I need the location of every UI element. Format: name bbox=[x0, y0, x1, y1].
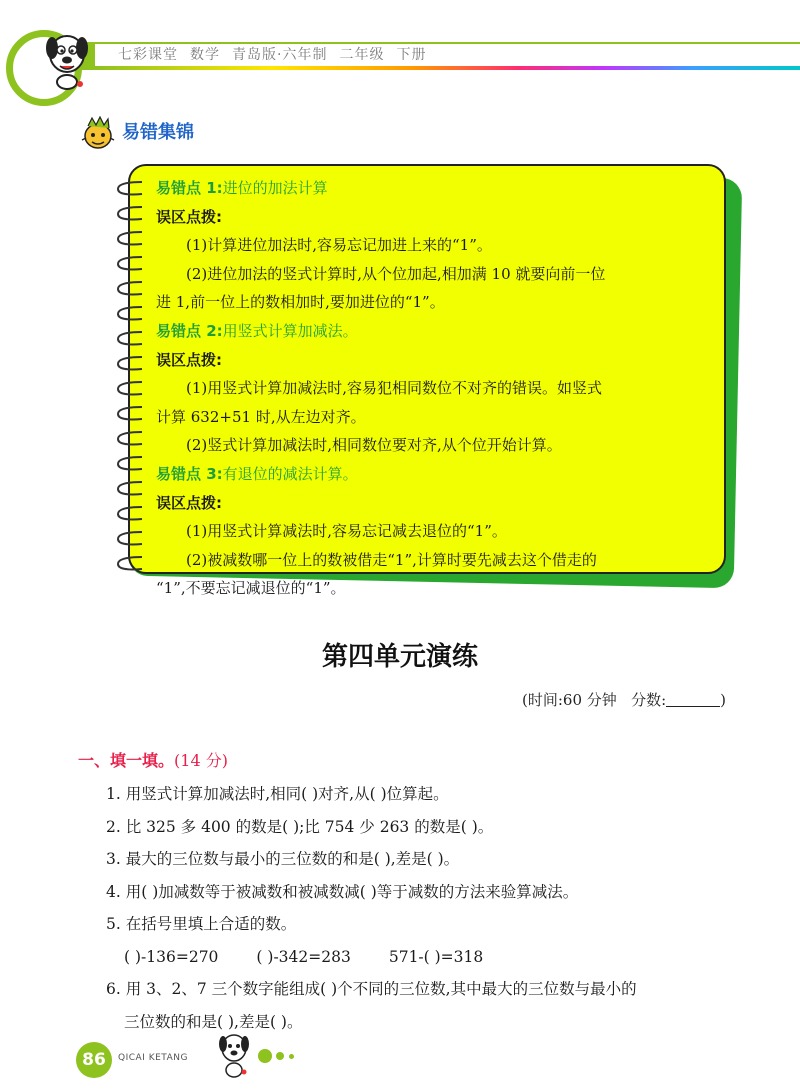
section-score: (14 分) bbox=[174, 751, 228, 770]
tip-label: 误区点拨: bbox=[156, 493, 222, 512]
question-4[interactable]: 4. 用( )加减数等于被减数和被减数减( )等于减数的方法来验算减法。 bbox=[106, 882, 579, 901]
question-5: 5. 在括号里填上合适的数。 bbox=[106, 915, 297, 933]
question-3[interactable]: 3. 最大的三位数与最小的三位数的和是( ),差是( )。 bbox=[106, 850, 460, 868]
header-volume: 下册 bbox=[396, 47, 427, 63]
mistake-point-3 bbox=[156, 460, 696, 489]
footer-brand: QICAI KETANG bbox=[118, 1053, 188, 1063]
page-number: 86 bbox=[82, 1050, 106, 1070]
tip-line: (1)用竖式计算减法时,容易忘记减去退位的“1”。 bbox=[186, 522, 507, 541]
tip-label: 误区点拨: bbox=[156, 207, 222, 226]
question-5-blanks bbox=[106, 941, 746, 974]
tip-line: “1”,不要忘记减退位的“1”。 bbox=[156, 579, 346, 598]
time-limit: (时间:60 分钟 bbox=[522, 691, 617, 709]
section-heading-text: 一、填一填。 bbox=[78, 751, 175, 770]
meta-close: ) bbox=[720, 691, 726, 709]
header-rainbow-stripe bbox=[95, 66, 800, 70]
score-label: 分数: bbox=[631, 691, 667, 709]
mistake-point-title: 进位的加法计算 bbox=[222, 179, 328, 197]
footer-dot-medium bbox=[276, 1052, 284, 1060]
tip-line: (2)被减数哪一位上的数被借走“1”,计算时要先减去这个借走的 bbox=[186, 550, 597, 569]
question-6-continued[interactable]: 三位数的和是( ),差是( )。 bbox=[124, 1012, 303, 1031]
section-tag-title: 易错集锦 bbox=[122, 122, 194, 143]
header-edition: 青岛版·六年制 bbox=[232, 47, 328, 63]
tip-line: (1)计算进位加法时,容易忘记加进上来的“1”。 bbox=[186, 236, 492, 255]
blank-equation-c[interactable]: 571-( )=318 bbox=[388, 947, 484, 966]
section-heading bbox=[78, 748, 228, 771]
blank-equation-a[interactable]: ( )-136=270 bbox=[124, 947, 219, 966]
header-grade: 二年级 bbox=[339, 47, 385, 63]
score-blank[interactable] bbox=[666, 692, 720, 707]
blank-equation-b[interactable]: ( )-342=283 bbox=[256, 947, 351, 966]
header-book-info bbox=[118, 44, 438, 66]
mistake-point-2 bbox=[156, 317, 696, 346]
header-series: 七彩课堂 bbox=[118, 47, 178, 63]
mistake-point-title: 有退位的减法计算。 bbox=[222, 464, 358, 483]
question-list bbox=[106, 778, 746, 1038]
footer-dot-large bbox=[258, 1049, 272, 1063]
question-2[interactable]: 2. 比 325 多 400 的数是( );比 754 少 263 的数是( )。 bbox=[106, 817, 494, 836]
mistake-notes bbox=[156, 174, 696, 603]
dog-mascot-icon bbox=[212, 1030, 256, 1080]
tip-line: (1)用竖式计算加减法时,容易犯相同数位不对齐的错误。如竖式 bbox=[186, 379, 603, 398]
tip-line: (2)进位加法的竖式计算时,从个位加起,相加满 10 就要向前一位 bbox=[186, 264, 606, 283]
mistake-point-title: 用竖式计算加减法。 bbox=[222, 321, 358, 340]
question-6[interactable]: 6. 用 3、2、7 三个数字能组成( )个不同的三位数,其中最大的三位数与最小的 bbox=[106, 980, 637, 998]
mistake-point-1 bbox=[156, 174, 696, 203]
mistake-point-label: 易错点 2: bbox=[156, 321, 223, 340]
tip-line: (2)竖式计算加减法时,相同数位要对齐,从个位开始计算。 bbox=[186, 436, 562, 455]
dog-mascot-icon bbox=[36, 28, 98, 92]
mistake-point-label: 易错点 3: bbox=[156, 464, 223, 483]
unit-title: 第四单元演练 bbox=[321, 642, 478, 672]
spiral-binding-icon bbox=[112, 174, 152, 574]
mistake-point-label: 易错点 1: bbox=[156, 179, 223, 197]
question-1[interactable]: 1. 用竖式计算加减法时,相同( )对齐,从( )位算起。 bbox=[106, 785, 449, 803]
header-subject: 数学 bbox=[190, 47, 220, 63]
tip-line: 进 1,前一位上的数相加时,要加进位的“1”。 bbox=[156, 293, 445, 312]
tip-label: 误区点拨: bbox=[156, 350, 222, 369]
footer-dot-small bbox=[289, 1054, 294, 1059]
exam-meta bbox=[522, 689, 726, 710]
character-icon bbox=[78, 116, 118, 152]
tip-line: 计算 632+51 时,从左边对齐。 bbox=[156, 407, 366, 426]
